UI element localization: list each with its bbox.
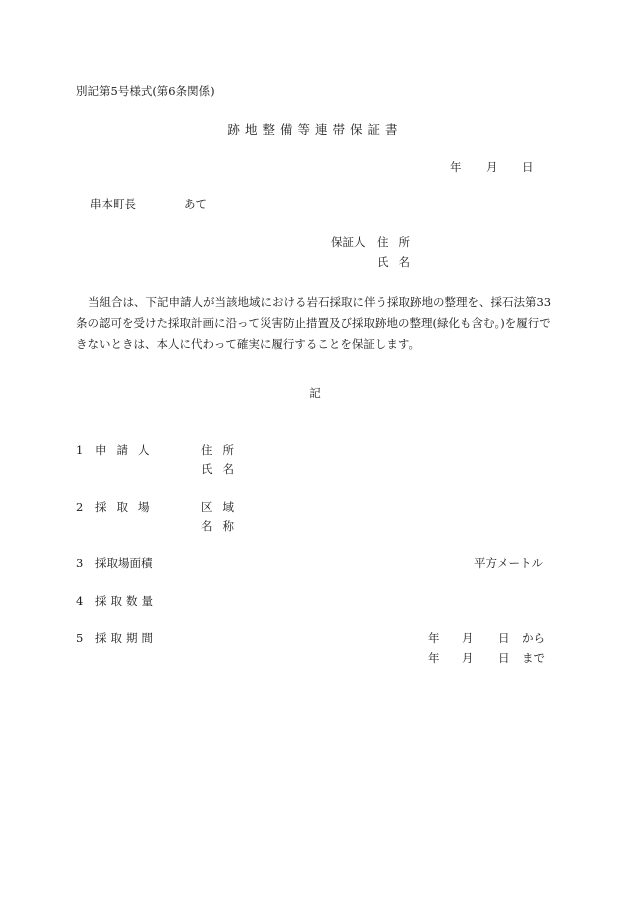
item-4-number: 4: [76, 594, 84, 608]
item-3-number: 3: [76, 556, 84, 570]
document-title: 跡地整備等連帯保証書: [227, 122, 403, 137]
date-year-label: 年: [450, 160, 462, 174]
period-to-label: まで: [522, 651, 545, 665]
period-end-day-label: 日: [498, 651, 510, 665]
period-end-year-label: 年: [428, 651, 440, 665]
item-3-label: 採取場面積: [95, 556, 153, 570]
applicant-name-label: 氏名: [201, 462, 244, 476]
addressee-suffix: あて: [184, 197, 207, 211]
area-unit: 平方メートル: [474, 556, 543, 570]
period-start-year-label: 年: [428, 631, 440, 645]
item-2-label: 採取場: [95, 500, 160, 514]
addressee-name: 串本町長: [90, 197, 136, 211]
item-5-number: 5: [76, 631, 84, 645]
period-start-day-label: 日: [498, 631, 510, 645]
form-code: 別記第5号様式(第6条関係): [76, 84, 215, 98]
item-4-label: 採取数量: [95, 594, 157, 608]
period-start-month-label: 月: [462, 631, 474, 645]
date-month-label: 月: [486, 160, 498, 174]
period-from-label: から: [522, 631, 545, 645]
period-end-month-label: 月: [462, 651, 474, 665]
item-5-label: 採取期間: [95, 631, 157, 645]
item-1-label: 申請人: [95, 443, 160, 457]
ki-heading: 記: [309, 386, 321, 400]
item-1-number: 1: [76, 443, 84, 457]
guarantor-address-label: 住所: [377, 235, 420, 249]
guarantor-name-label: 氏名: [377, 255, 420, 269]
date-day-label: 日: [522, 160, 534, 174]
site-region-label: 区域: [201, 500, 244, 514]
item-2-number: 2: [76, 500, 84, 514]
site-name-label: 名称: [201, 519, 244, 533]
applicant-address-label: 住所: [201, 443, 244, 457]
guarantor-label: 保証人: [331, 235, 366, 249]
guarantee-statement: 当組合は、下記申請人が当該地域における岩石採取に伴う採取跡地の整理を、採石法第33条の認可を受けた採取計画に沿って災害防止措置及び採取跡地の整理(緑化も含む。)を履行できないときは、本人に代わって確実に履行することを保証します。: [76, 295, 552, 351]
